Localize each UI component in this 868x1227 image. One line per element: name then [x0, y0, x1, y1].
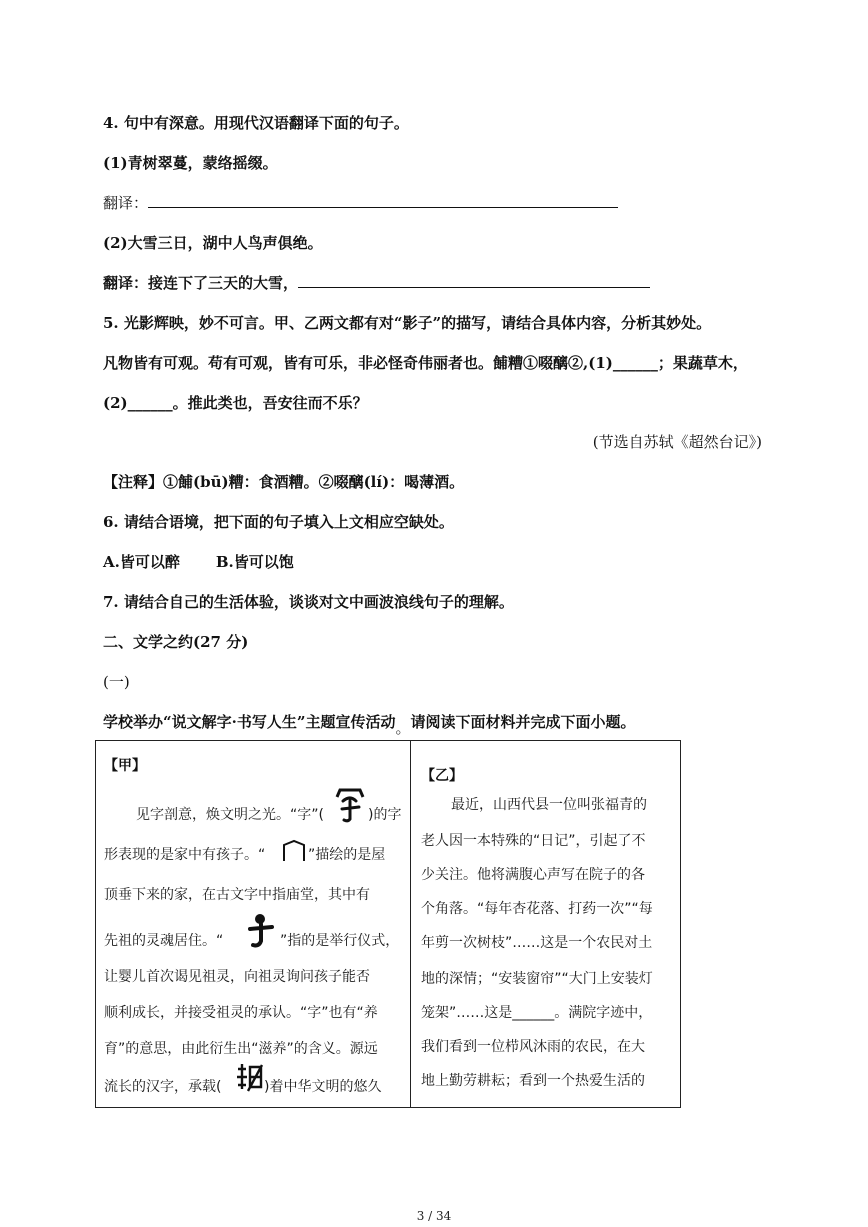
q4-sentence-2: (2)大雪三日，湖中人鸟声俱绝。 [103, 234, 323, 252]
jia-line: 育”的意思，由此衍生出“滋养”的含义。源远 [104, 1041, 378, 1057]
jia-line: )的字 [368, 807, 402, 823]
jia-line: 见字剖意，焕文明之光。“字”( [136, 807, 324, 823]
q4-sentence-1: (1)青树翠蔓，蒙络摇缀。 [103, 154, 278, 172]
yi-line: 少关注。他将满腹心声写在院子的各 [421, 867, 645, 883]
section-intro [103, 712, 636, 737]
q6-title: 6. 请结合语境，把下面的句子填入上文相应空缺处。 [103, 513, 454, 531]
jia-line: 先祖的灵魂居住。“ [104, 933, 224, 949]
materials-table [95, 740, 681, 1108]
jia-line: 顺利成长，并接受祖灵的承认。“字”也有“养 [104, 1005, 378, 1021]
jia-line: ”描绘的是屋 [308, 847, 386, 863]
material-jia-tag: 【甲】 [104, 758, 146, 774]
material-yi-tag: 【乙】 [421, 768, 463, 784]
jia-line: 顶垂下来的家，在古文字中指庙堂，其中有 [104, 887, 370, 903]
option-a[interactable]: A.皆可以醉 [103, 553, 180, 571]
q5-title: 5. 光影辉映，妙不可言。甲、乙两文都有对“影子”的描写，请结合具体内容，分析其妙处。 [103, 314, 712, 332]
answer-blank[interactable] [148, 193, 618, 208]
jia-line: 形表现的是家中有孩子。“ [104, 847, 266, 863]
yi-line: 最近，山西代县一位叫张福青的 [451, 797, 647, 813]
yi-line: 年剪一次树枝”……这是一个农民对土 [421, 935, 653, 951]
intro-period: 。 [395, 719, 411, 737]
option-b[interactable]: B.皆可以饱 [215, 553, 294, 571]
roof-glyph-icon [280, 839, 308, 863]
yi-line: 老人因一本特殊的“日记”，引起了不 [421, 833, 646, 849]
yi-line: 地的深情；“安装窗帘”“大门上安装灯 [421, 971, 653, 987]
intro-text: 学校举办“说文解字·书写人生”主题宣传活动 [103, 713, 396, 731]
page-number: 3 / 34 [416, 1209, 452, 1223]
ancient-zi-glyph-icon [332, 785, 368, 825]
jia-line: ”指的是举行仪式， [280, 933, 400, 949]
yi-line: 笼架”……这是______。满院字迹中， [421, 1005, 653, 1021]
q4-translation-2 [103, 273, 650, 293]
translation-label: 翻译： [103, 194, 149, 212]
section-subheading: (一) [103, 673, 130, 691]
q4-translation-1 [103, 193, 618, 213]
yi-line: 地上勤劳耕耘；看到一个热爱生活的 [421, 1073, 645, 1089]
jia-line: )着中华文明的悠久 [264, 1079, 382, 1095]
passage-line-2: (2)______。推此类也，吾安往而不乐？ [103, 394, 368, 412]
translation-label: 翻译：接连下了三天的大雪， [103, 274, 299, 292]
section-heading: 二、文学之约(27 分) [103, 633, 249, 651]
yi-line: 个角落。“每年杏花落、打药一次”“每 [421, 901, 653, 917]
q6-options [103, 552, 294, 572]
passage-note: 【注释】①餔(bū)糟：食酒糟。②啜醨(lí)：喝薄酒。 [103, 473, 465, 491]
passage-source: (节选自苏轼《超然台记》) [592, 433, 762, 451]
child-glyph-icon [244, 911, 278, 951]
material-yi [411, 741, 681, 1108]
passage-line-1: 凡物皆有可观。苟有可观，皆有可乐，非必怪奇伟丽者也。餔糟①啜醨②,(1)______；果蔬草木， [103, 354, 748, 372]
answer-blank[interactable] [298, 273, 650, 288]
material-jia [96, 741, 411, 1108]
ancient-zai-glyph-icon [234, 1061, 264, 1093]
jia-line: 让婴儿首次谒见祖灵，向祖灵询问孩子能否 [104, 969, 370, 985]
intro-instruction: 请阅读下面材料并完成下面小题。 [410, 713, 636, 731]
yi-line: 我们看到一位栉风沐雨的农民，在大 [421, 1039, 645, 1055]
q4-title: 4. 句中有深意。用现代汉语翻译下面的句子。 [103, 114, 409, 132]
q7-title: 7. 请结合自己的生活体验，谈谈对文中画波浪线句子的理解。 [103, 593, 514, 611]
jia-line: 流长的汉字，承载( [104, 1079, 222, 1095]
